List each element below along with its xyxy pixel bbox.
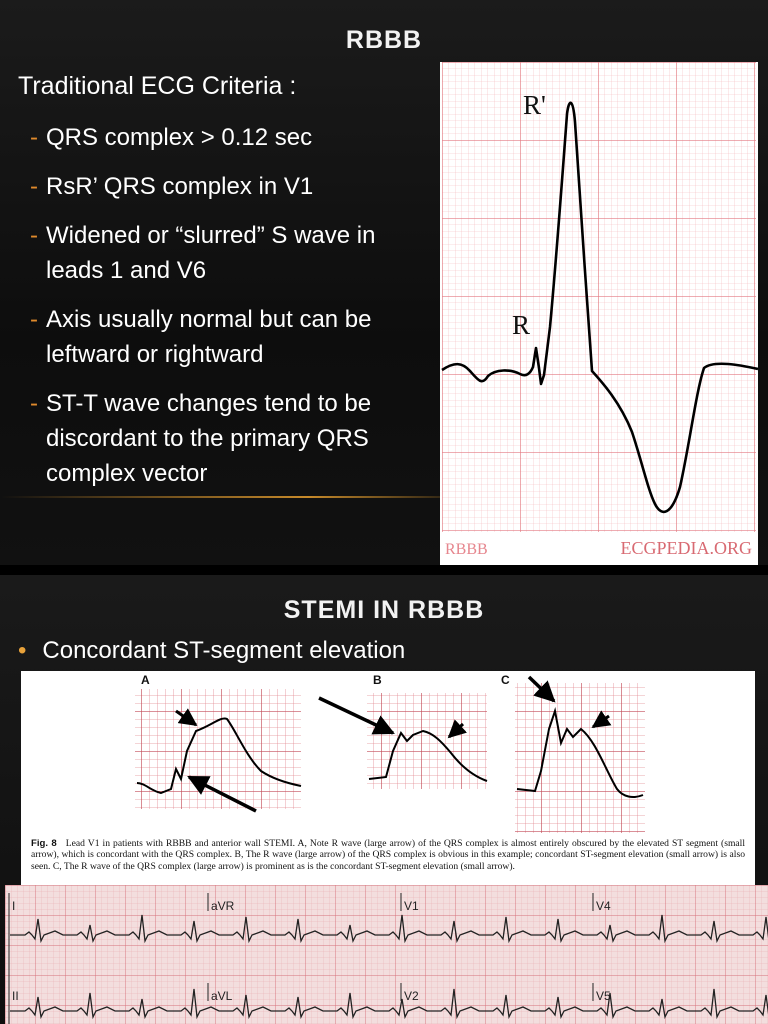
list-item-text: RsR’ QRS complex in V1 — [46, 173, 314, 200]
twelve-lead-ecg-strip — [5, 885, 768, 1024]
list-item — [30, 302, 430, 372]
rbbb-ecg-figure — [440, 62, 758, 565]
list-item — [30, 218, 430, 288]
list-item-text: ST-T wave changes tend to be discordant to the primary QRS complex vector — [46, 390, 372, 487]
panel-a-label: A — [141, 673, 150, 687]
fig8-figure — [21, 671, 755, 887]
fig8-panels — [21, 671, 755, 841]
figure-footer-right: ECGPEDIA.ORG — [620, 538, 752, 558]
label-r-prime: R' — [523, 90, 546, 120]
caption-label: Fig. 8 — [31, 838, 57, 849]
rbbb-ecg-svg — [440, 62, 758, 565]
dash-icon: - — [30, 306, 38, 333]
panel-c-grid — [515, 683, 645, 833]
label-r: R — [512, 310, 531, 340]
bullet-icon: • — [18, 637, 27, 664]
strip-grid — [5, 885, 768, 1024]
dash-icon: - — [30, 173, 38, 200]
slide-stemi-in-rbbb — [0, 575, 768, 1024]
list-item-text: Widened or “slurred” S wave in leads 1 and V6 — [46, 222, 376, 284]
panel-b-label: B — [373, 673, 382, 687]
ecg-grid — [442, 62, 756, 532]
list-item — [30, 169, 430, 204]
figure-caption — [31, 838, 745, 872]
list-item — [30, 120, 430, 155]
lead-label: I — [12, 899, 16, 913]
lead-label: II — [12, 989, 19, 1003]
lead-label: V4 — [596, 899, 611, 913]
slide-title: RBBB — [345, 26, 423, 54]
lead-label: aVL — [211, 989, 233, 1003]
lead-label: V1 — [404, 899, 419, 913]
list-item-text: Concordant ST-segment elevation — [42, 637, 406, 664]
dash-icon: - — [30, 222, 38, 249]
panel-c-label: C — [501, 673, 510, 687]
list-item — [30, 386, 430, 491]
caption-text: Lead V1 in patients with RBBB and anterior wall STEMI. A, Note R wave (large arrow) of the QRS complex is almost entirely obscured by the elevated ST segment (small arrow), which is concordant with the QRS complex. B, The R wave (large arrow) of the QRS complex is obvious in this example; concordant ST-segment elevation (small arrow) is also seen. C, The R wave of the QRS complex (large arrow) is prominent as is the concordant ST-segment elevation (small arrow). — [31, 838, 745, 872]
criteria-heading: Traditional ECG Criteria : — [18, 72, 297, 100]
figure-footer-left: RBBB — [445, 541, 488, 558]
criteria-list — [30, 120, 430, 505]
list-item-text: QRS complex > 0.12 sec — [46, 124, 313, 151]
ecg-strip-svg — [5, 885, 768, 1024]
panel-b-grid — [367, 693, 487, 789]
lead-label: V2 — [404, 989, 419, 1003]
dash-icon: - — [30, 124, 38, 151]
list-item — [18, 637, 405, 665]
slide-title: STEMI IN RBBB — [283, 596, 485, 624]
dash-icon: - — [30, 390, 38, 417]
divider — [0, 496, 440, 498]
lead-label: V5 — [596, 989, 611, 1003]
list-item-text: Axis usually normal but can be leftward or rightward — [46, 306, 372, 368]
lead-label: aVR — [211, 899, 235, 913]
